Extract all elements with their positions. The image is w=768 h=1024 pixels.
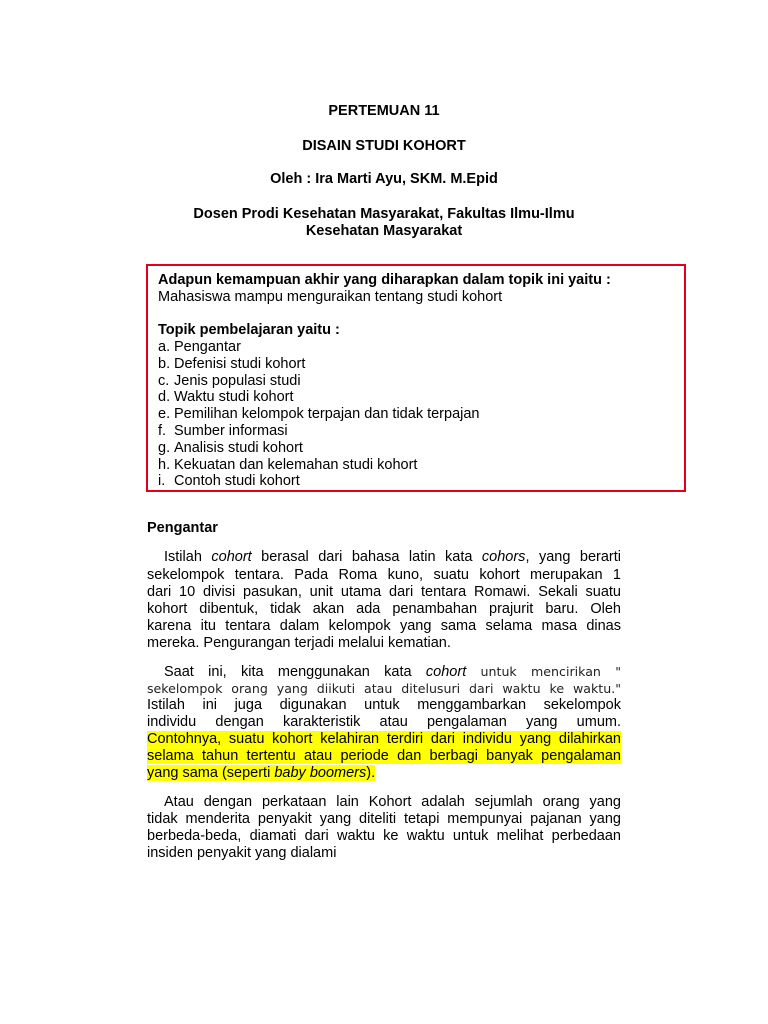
topic-marker: i. [158, 473, 166, 489]
topic-item [158, 339, 241, 356]
highlighted-line [147, 748, 621, 765]
paragraph-2-line: individu dengan karakteristik atau pengalaman yang umum. [147, 714, 621, 730]
topic-marker: f. [158, 423, 167, 439]
text-span: Istilah [164, 549, 212, 565]
paragraph-3-line: insiden penyakit yang dialami [147, 845, 337, 861]
ability-text: Mahasiswa mampu menguraikan tentang studi kohort [158, 289, 503, 305]
meeting-number: PERTEMUAN 11 [328, 103, 440, 119]
author-line: Oleh : Ira Marti Ayu, SKM. M.Epid [270, 171, 498, 187]
highlighted-text: ). [366, 765, 376, 781]
topic-text: Defenisi studi kohort [174, 356, 306, 372]
topic-text: Kekuatan dan kelemahan studi kohort [174, 457, 418, 473]
text-span: berasal dari bahasa latin kata [251, 549, 482, 565]
topic-item [158, 406, 480, 423]
topic-marker: c. [158, 373, 170, 389]
topic-item [158, 423, 288, 440]
highlighted-text: Contohnya, suatu kohort kelahiran terdiri dari individu yang dilahirkan [147, 731, 621, 747]
text-span: Saat ini, kita menggunakan kata [164, 664, 426, 680]
topic-text: Analisis studi kohort [174, 440, 303, 456]
paragraph-1-line: sekelompok tentara. Pada Roma kuno, suatu kohort merupakan 1 [147, 567, 621, 583]
topic-marker: g. [158, 440, 171, 456]
paragraph-1-line: dari 10 divisi pasukan, unit utama dari tentara Romawi. Sekali suatu [147, 584, 621, 600]
paragraph-1-line: kohort dibentuk, tidak akan ada penambahan prajurit baru. Oleh [147, 601, 621, 617]
topic-item [158, 373, 301, 390]
highlighted-line [147, 731, 621, 748]
topic-marker: b. [158, 356, 171, 372]
paragraph-2-line: Istilah ini juga digunakan untuk menggambarkan sekelompok [147, 697, 621, 713]
paragraph-1-line [147, 549, 621, 566]
topic-item [158, 473, 300, 490]
highlighted-text: yang sama (seperti [147, 765, 275, 781]
italic-term: cohort [211, 549, 252, 565]
topic-item [158, 356, 305, 373]
topic-item [158, 457, 417, 474]
topic-text: Contoh studi kohort [174, 473, 300, 489]
topic-item [158, 440, 303, 457]
affiliation-line-2: Kesehatan Masyarakat [305, 223, 463, 239]
topic-marker: e. [158, 406, 171, 422]
topic-marker: a. [158, 339, 171, 355]
paragraph-3-line: Atau dengan perkataan lain Kohort adalah sejumlah orang yang [164, 794, 621, 810]
topic-text: Jenis populasi studi [174, 373, 301, 389]
italic-term: cohors [481, 549, 526, 565]
highlighted-text: selama tahun tertentu atau periode dan berbagi banyak pengalaman [147, 748, 621, 764]
topic-text: Waktu studi kohort [174, 389, 294, 405]
text-span: , yang berarti [525, 549, 621, 565]
text-span: untuk mencirikan " [466, 664, 621, 679]
topic-item [158, 389, 294, 406]
document-title: DISAIN STUDI KOHORT [302, 138, 466, 154]
topic-marker: d. [158, 389, 171, 405]
ability-heading: Adapun kemampuan akhir yang diharapkan dalam topik ini yaitu : [158, 272, 611, 288]
topic-text: Pemilihan kelompok terpajan dan tidak terpajan [174, 406, 480, 422]
paragraph-1-line: mereka. Pengurangan terjadi melalui kematian. [147, 635, 451, 651]
topic-marker: h. [158, 457, 171, 473]
topic-text: Pengantar [174, 339, 241, 355]
topic-text: Sumber informasi [174, 423, 288, 439]
paragraph-1-line: karena itu tentara dalam kelompok yang sama selama masa dinas [147, 618, 621, 634]
paragraph-2-line: sekelompok orang yang diikuti atau ditelusuri dari waktu ke waktu." [147, 681, 621, 696]
italic-term: baby boomers [274, 765, 367, 781]
section-heading: Pengantar [147, 520, 218, 536]
highlighted-line [147, 765, 621, 782]
paragraph-2-line [147, 663, 621, 681]
affiliation-line-1: Dosen Prodi Kesehatan Masyarakat, Fakultas Ilmu-Ilmu [193, 206, 575, 222]
italic-term: cohort [425, 664, 467, 680]
paragraph-3-line: berbeda-beda, diamati dari waktu ke waktu untuk melihat perbedaan [147, 828, 621, 844]
paragraph-3-line: tidak menderita penyakit yang diteliti tetapi mempunyai pajanan yang [147, 811, 621, 827]
topics-heading: Topik pembelajaran yaitu : [158, 322, 340, 338]
